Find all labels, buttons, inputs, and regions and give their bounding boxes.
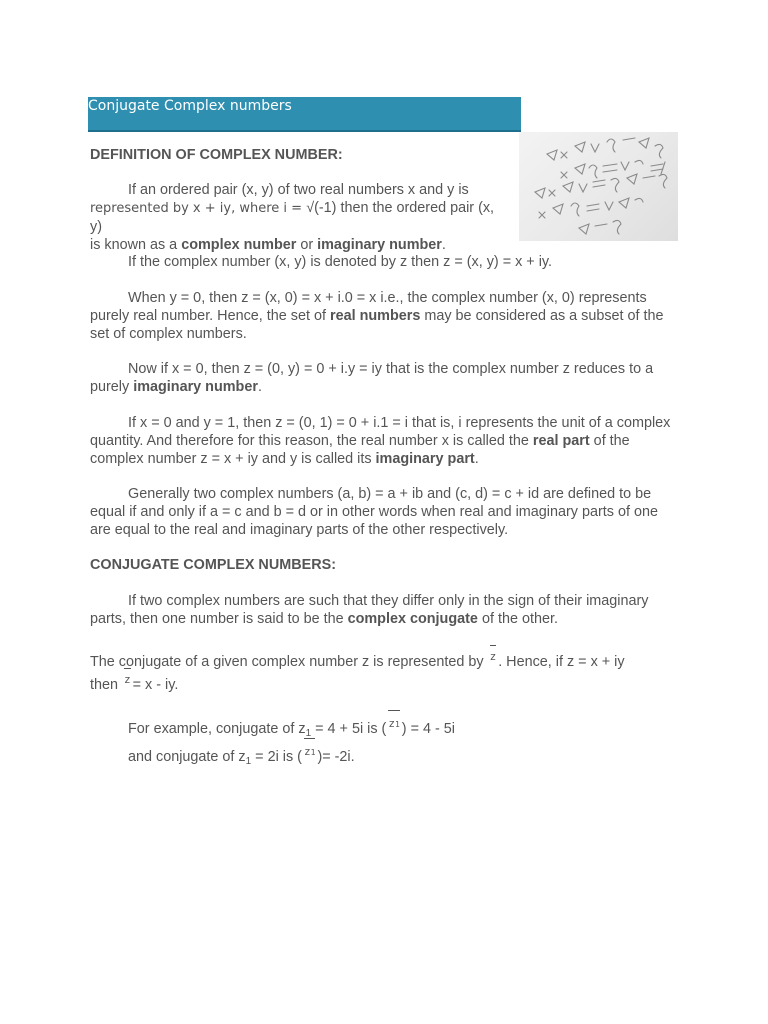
text-span: represented by x + iy, where i = [90,201,307,216]
text-span: For example, conjugate of z [128,721,306,737]
text-span: = x - iy. [132,677,179,693]
math-formulas-icon [519,132,678,241]
text-span: When y = 0, then z = (x, 0) = x + i.0 = x i.e., the complex number (x, 0) represents purely real number. Hence, the set of [90,290,647,324]
text-span: Now if x = 0, then z = (0, y) = 0 + i.y = iy that is the complex number z reduces to a purely [90,361,654,395]
bold-term: real part [532,433,590,449]
paragraph-definition [90,181,500,254]
title-bar [88,97,521,132]
bold-term: complex number [181,237,297,253]
text-span: If x = 0 and y = 1, then z = (0, 1) = 0 + i.1 = i that is, i represents the unit of a complex quantity. And therefore for this reason, the real number x is called the [90,415,671,449]
paragraph-imaginary-number [90,360,680,396]
bold-term: complex conjugate [347,611,478,627]
subscript: 1 [305,728,312,739]
text-span: √(-1) then the ordered pair (x, y) [90,200,495,235]
text-span: is known as a [90,237,182,253]
subscript: 1 [245,756,252,767]
paragraph-real-number [90,289,680,343]
subscript: 1 [310,748,316,757]
z-bar-symbol: z [488,645,499,668]
text-span: z [303,745,311,758]
text-span: If an ordered pair (x, y) of two real numbers x and y is [128,182,469,198]
text-span: . [441,237,446,253]
paragraph-conjugate-notation [90,651,680,697]
math-formulas-photo [519,132,678,241]
text-span: then [90,677,123,693]
text-span: may be considered as a subset of the set of complex numbers. [90,308,664,342]
bold-term: imaginary part [375,451,475,467]
text-span: ) = 4 - 5i [401,721,455,737]
paragraph-real-part [90,414,680,468]
z-bar-symbol [386,710,401,738]
text-span: The conjugate of a given complex number z is represented by [90,654,488,670]
paragraph-examples [128,716,680,772]
bold-term: real numbers [329,308,421,324]
text-span: )= -2i. [317,749,355,765]
section-heading-conjugate: CONJUGATE COMPLEX NUMBERS: [90,557,336,573]
text-span: or [296,237,318,253]
text-span: and conjugate of z [128,749,246,765]
bold-term: imaginary number [133,379,258,395]
bold-term: imaginary number [317,237,442,253]
text-span: . Hence, if z = x + iy [498,654,625,670]
paragraph-conjugate-def [90,592,680,628]
text-span: = 2i is ( [251,749,302,765]
paragraph-denoted: If the complex number (x, y) is denoted by z then z = (x, y) = x + iy. [128,254,553,270]
subscript: 1 [394,720,400,729]
text-span: z [388,717,395,730]
z-bar-symbol: z [122,668,133,691]
example-1 [128,716,680,744]
example-2 [128,744,680,772]
text-span: of the complex number z = x + iy and y is called its [90,433,630,467]
text-span: . [474,451,479,467]
paragraph-equality: Generally two complex numbers (a, b) = a + ib and (c, d) = c + id are defined to be equal if and only if a = c and b = d or in other words when real and imaginary parts of one are equal to the real and imaginary parts of the other respectively. [90,486,658,538]
document-page [90,0,680,1024]
text-span: of the other. [477,611,558,627]
text-span: If two complex numbers are such that they differ only in the sign of their imaginary parts, then one number is said to be the [90,593,649,627]
section-heading-definition: DEFINITION OF COMPLEX NUMBER: [90,147,343,163]
page-title: Conjugate Complex numbers [88,98,292,114]
z-bar-symbol [302,738,317,766]
text-span: = 4 + 5i is ( [311,721,387,737]
text-span: . [257,379,262,395]
